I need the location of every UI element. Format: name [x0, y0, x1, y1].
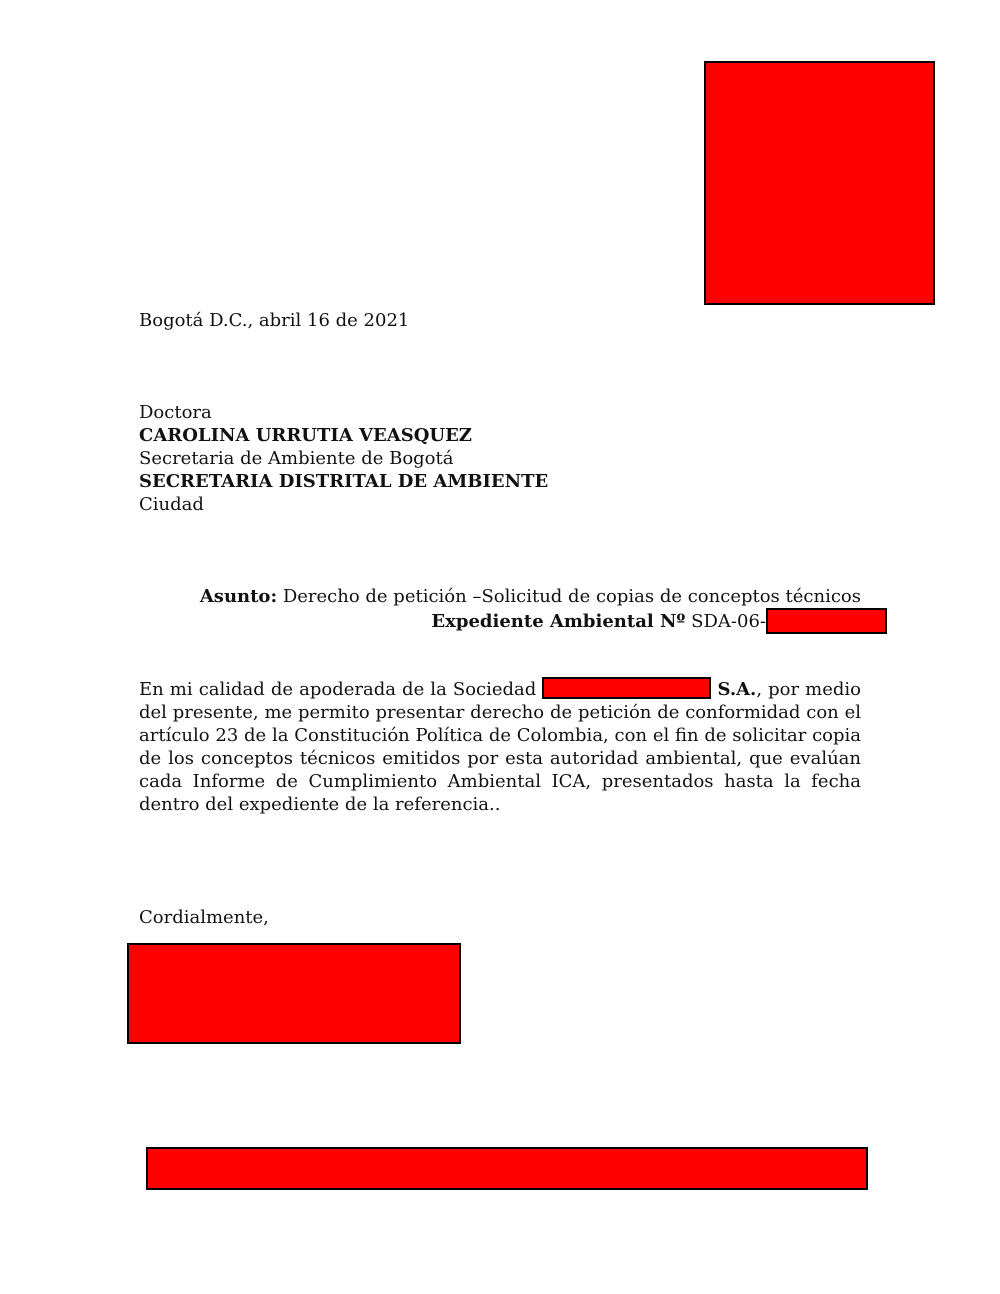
- closing-text: Cordialmente,: [139, 907, 269, 928]
- date-line: Bogotá D.C., abril 16 de 2021: [139, 310, 410, 331]
- redacted-company-name: [542, 677, 711, 699]
- body-part2: , por medio del presente, me permito presentar derecho de petición de conformidad con el artículo 23 de la Constitución Política de Colombia, con el fin de solicitar copia de los conceptos técnicos emitidos por esta autoridad ambiental, que evalúan cada Informe de Cumplimiento Ambiental ICA, presentados hasta la fecha dentro del expediente de la referencia..: [139, 679, 861, 815]
- redacted-signature: [127, 943, 461, 1044]
- body-paragraph: [139, 677, 861, 816]
- expediente-line: [431, 608, 887, 634]
- recipient-salutation: Doctora: [139, 402, 212, 423]
- subject-line: [200, 585, 861, 608]
- redacted-footer: [146, 1147, 868, 1190]
- expediente-label: Expediente Ambiental Nº: [431, 611, 686, 632]
- recipient-city: Ciudad: [139, 494, 204, 515]
- recipient-position: Secretaria de Ambiente de Bogotá: [139, 448, 454, 469]
- redacted-expediente-number: [766, 608, 887, 634]
- recipient-name: CAROLINA URRUTIA VEASQUEZ: [139, 425, 472, 446]
- subject-text: Derecho de petición –Solicitud de copias de conceptos técnicos: [282, 586, 861, 607]
- recipient-organization: SECRETARIA DISTRITAL DE AMBIENTE: [139, 471, 549, 492]
- redacted-logo: [704, 61, 935, 305]
- expediente-value: SDA-06-: [691, 611, 766, 632]
- body-part1: En mi calidad de apoderada de la Sociedad: [139, 679, 543, 700]
- company-suffix: S.A.: [717, 679, 757, 700]
- subject-label: Asunto:: [199, 586, 278, 607]
